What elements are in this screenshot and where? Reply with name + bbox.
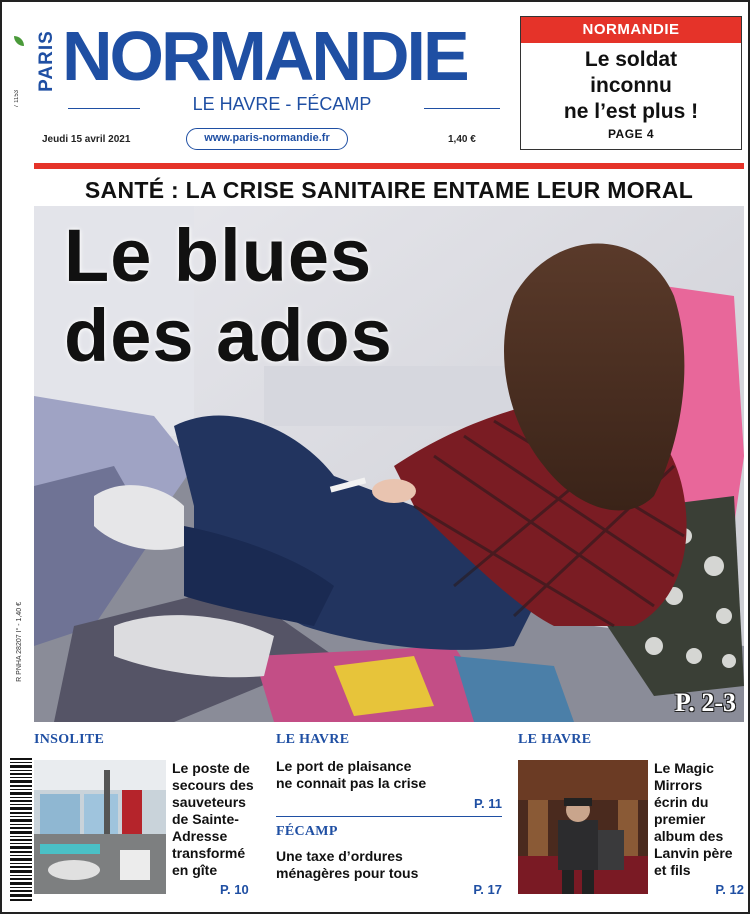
teaser-page-ref: PAGE 4	[607, 127, 655, 141]
story-text-port-plaisance[interactable]: Le port de plaisance ne connait pas la crise	[276, 758, 427, 791]
story-thumbnail-insolite[interactable]	[34, 760, 166, 894]
story-insolite[interactable]	[34, 732, 262, 897]
story-page-ref: P. 12	[715, 882, 744, 897]
story-text: Le poste de secours des sauveteurs de Sainte- Adresse transformé en gîte	[172, 760, 254, 878]
story-thumbnail-magic-mirrors[interactable]	[518, 760, 648, 894]
masthead-title: NORMANDIE	[62, 17, 467, 95]
side-code: 7 1153	[14, 90, 20, 108]
story-page-ref: P. 17	[473, 882, 502, 897]
story-text-taxe-ordures[interactable]: Une taxe d’ordures ménagères pour tous	[276, 848, 419, 881]
issue-date: Jeudi 15 avril 2021	[42, 134, 131, 145]
story-text: Le Magic Mirrors écrin du premier album des Lanvin père et fils	[654, 760, 733, 878]
story-divider	[276, 816, 502, 817]
story-kicker: INSOLITE	[34, 732, 105, 747]
story-column-middle	[276, 732, 502, 897]
teaser-headline: Le soldat inconnu ne l’est plus !	[563, 48, 699, 123]
story-kicker: FÉCAMP	[276, 824, 338, 839]
website-link[interactable]: www.paris-normandie.fr	[186, 128, 348, 150]
leaf-icon	[14, 36, 24, 46]
masthead-paris: PARIS	[36, 30, 57, 92]
story-kicker: LE HAVRE	[276, 732, 350, 747]
issue-price: 1,40 €	[448, 134, 476, 145]
musicians-illustration	[518, 760, 648, 894]
story-kicker: LE HAVRE	[518, 732, 592, 747]
masthead-edition: LE HAVRE - FÉCAMP	[192, 94, 372, 114]
teaser-box[interactable]	[520, 16, 742, 150]
main-headline: Le blues des ados	[64, 214, 393, 377]
eco-label	[12, 36, 26, 76]
main-kicker: SANTÉ : LA CRISE SANITAIRE ENTAME LEUR MORAL	[84, 177, 694, 203]
story-page-ref: P. 11	[474, 796, 502, 811]
main-page-ref: P. 2-3	[674, 688, 736, 717]
barcode-caption: R PNHA 28207 I° - 1,40 €	[16, 602, 23, 682]
teaser-tag: NORMANDIE	[521, 17, 741, 43]
story-magic-mirrors[interactable]	[518, 732, 744, 897]
barcode	[10, 756, 32, 904]
lifeguard-room-illustration	[34, 760, 166, 894]
main-photo[interactable]	[34, 206, 744, 722]
red-divider	[34, 163, 744, 169]
story-page-ref: P. 10	[220, 882, 249, 897]
